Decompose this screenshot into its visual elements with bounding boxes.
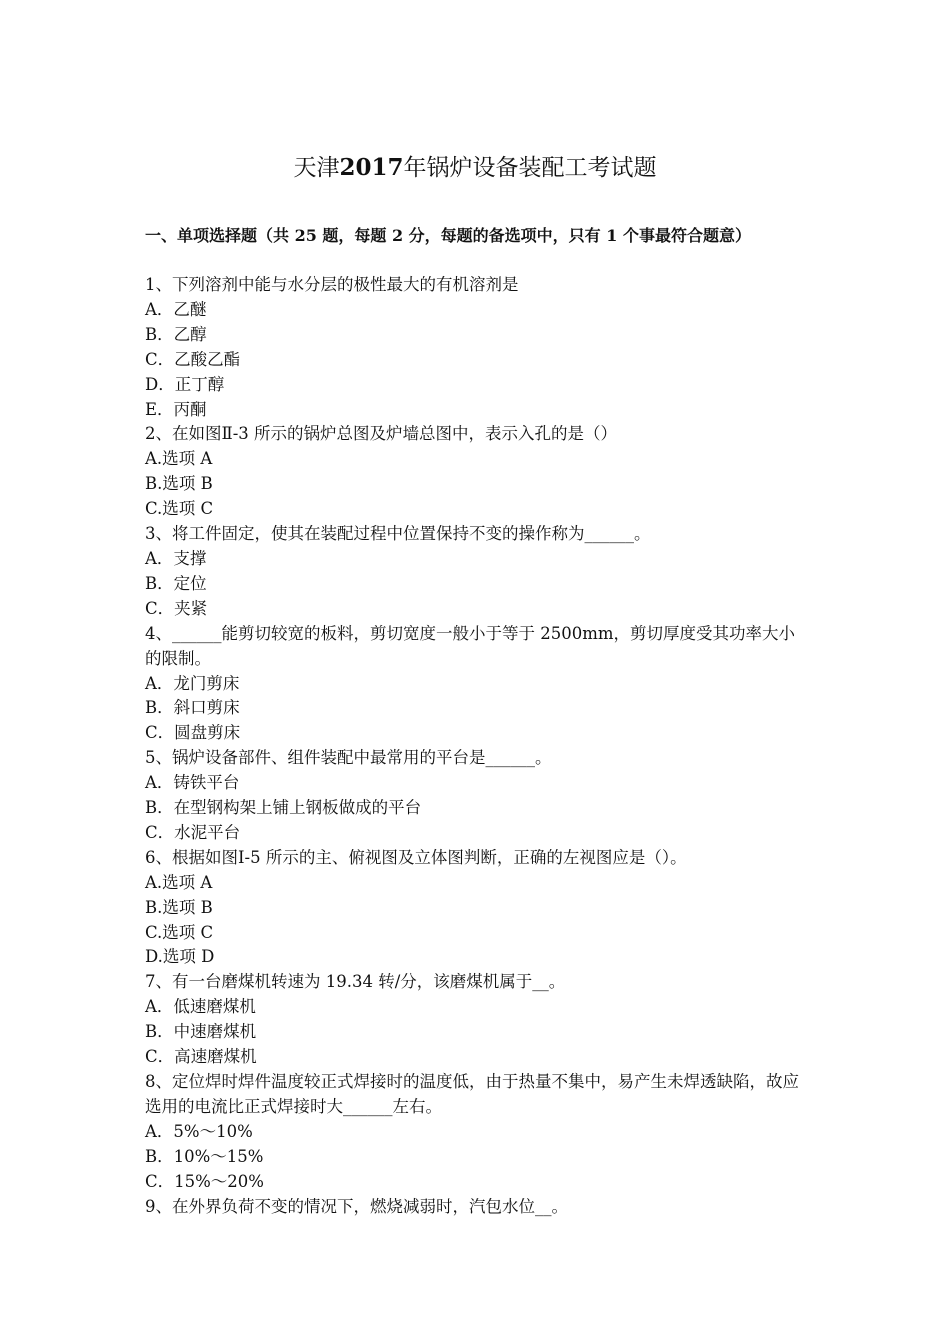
answer-option: E．丙酮 xyxy=(145,399,207,419)
answer-option: D．正丁醇 xyxy=(145,374,225,394)
answer-option: B．斜口剪床 xyxy=(145,698,240,718)
question-stem: 3、将工件固定，使其在装配过程中位置保持不变的操作称为______。 xyxy=(145,524,651,544)
answer-option: A．龙门剪床 xyxy=(145,673,240,693)
answer-option: B．在型钢构架上铺上钢板做成的平台 xyxy=(145,798,422,818)
question-list xyxy=(145,273,810,1219)
question-stem: 7、有一台磨煤机转速为 19.34 转/分，该磨煤机属于__。 xyxy=(145,972,566,992)
title-part2: 年锅炉设备装配工考试题 xyxy=(403,155,657,181)
question-stem: 9、在外界负荷不变的情况下，燃烧减弱时，汽包水位__。 xyxy=(145,1196,568,1216)
answer-option: C.选项 C xyxy=(145,922,214,942)
answer-option: A．低速磨煤机 xyxy=(145,997,256,1017)
question-stem: 8、定位焊时焊件温度较正式焊接时的温度低，由于热量不集中，易产生未焊透缺陷，故应选用的电流比正式焊接时大______左右。 xyxy=(145,1072,799,1116)
document-title xyxy=(0,150,950,186)
answer-option: C.选项 C xyxy=(145,499,214,519)
question-stem: 6、根据如图Ⅰ-5 所示的主、俯视图及立体图判断，正确的左视图应是（）。 xyxy=(145,847,687,867)
answer-option: A.选项 A xyxy=(145,449,213,469)
answer-option: A．支撑 xyxy=(145,548,207,568)
answer-option: C．15%～20% xyxy=(145,1171,264,1191)
question-stem: 5、锅炉设备部件、组件装配中最常用的平台是______。 xyxy=(145,748,552,768)
question-stem: 4、______能剪切较宽的板料，剪切宽度一般小于等于 2500mm，剪切厚度受其功率大小的限制。 xyxy=(145,623,796,668)
answer-option: A．5%～10% xyxy=(145,1121,253,1141)
answer-option: B.选项 B xyxy=(145,897,213,917)
section-heading: 一、单项选择题（共 25 题，每题 2 分，每题的备选项中，只有 1 个事最符合题意） xyxy=(145,226,751,245)
answer-option: C．圆盘剪床 xyxy=(145,723,241,743)
answer-option: D.选项 D xyxy=(145,947,215,967)
question-stem: 2、在如图Ⅱ-3 所示的锅炉总图及炉墙总图中，表示入孔的是（） xyxy=(145,424,618,444)
answer-option: B．中速磨煤机 xyxy=(145,1022,257,1042)
answer-option: C．水泥平台 xyxy=(145,822,241,842)
answer-option: C．高速磨煤机 xyxy=(145,1047,257,1067)
answer-option: C．乙酸乙酯 xyxy=(145,349,241,369)
answer-option: A.选项 A xyxy=(145,872,213,892)
answer-option: B．定位 xyxy=(145,573,207,593)
answer-option: C．夹紧 xyxy=(145,598,208,618)
question-stem: 1、下列溶剂中能与水分层的极性最大的有机溶剂是 xyxy=(145,275,519,294)
answer-option: B．10%～15% xyxy=(145,1146,264,1166)
title-year: 2017 xyxy=(339,154,404,181)
answer-option: A．乙醚 xyxy=(145,299,207,319)
answer-option: B．乙醇 xyxy=(145,324,207,344)
title-part1: 天津 xyxy=(293,155,340,181)
answer-option: B.选项 B xyxy=(145,474,213,494)
answer-option: A．铸铁平台 xyxy=(145,773,240,793)
